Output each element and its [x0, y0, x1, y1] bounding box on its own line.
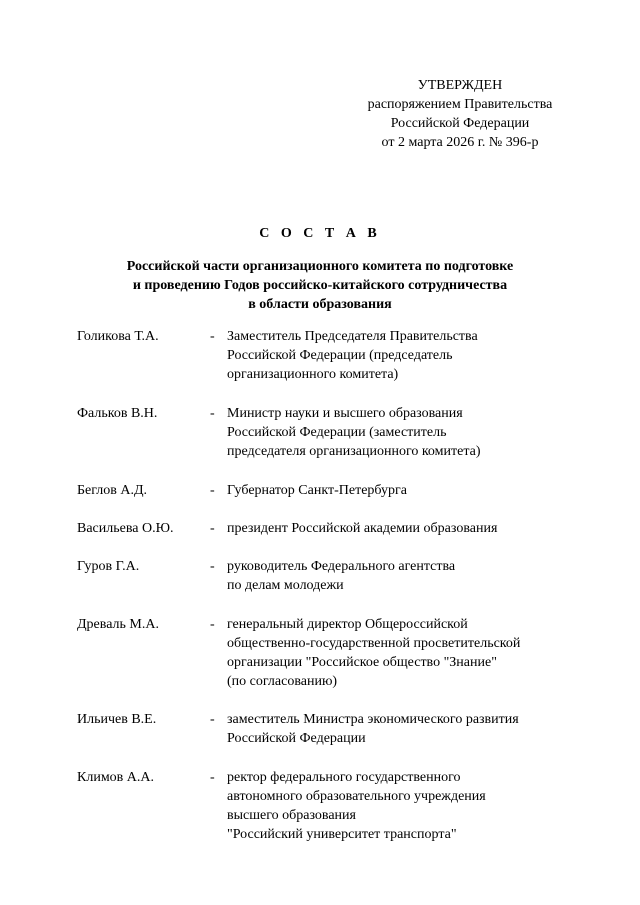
member-entry [0, 481, 640, 500]
member-dash: - [210, 559, 215, 574]
members-list [0, 327, 640, 844]
subtitle-line: и проведению Годов российско-китайского сотрудничества [132, 278, 508, 293]
role-line: Российской Федерации [227, 731, 366, 746]
subtitle-line: в области образования [248, 297, 392, 312]
approval-line: УТВЕРЖДЕН [417, 78, 503, 93]
member-dash: - [210, 521, 215, 536]
member-role [227, 615, 587, 691]
member-dash: - [210, 770, 215, 785]
member-name: Ильичев В.Е. [77, 712, 157, 727]
document-heading [0, 224, 640, 314]
member-name: Климов А.А. [77, 770, 155, 785]
member-role [227, 404, 587, 461]
member-entry [0, 557, 640, 595]
role-line: Губернатор Санкт-Петербурга [227, 483, 407, 498]
member-entry [0, 327, 640, 384]
role-line: (по согласованию) [227, 674, 338, 689]
approval-line: от 2 марта 2026 г. № 396-р [381, 135, 539, 150]
role-line: руководитель Федерального агентства [227, 559, 456, 574]
member-name: Гуров Г.А. [77, 559, 140, 574]
role-line: ректор федерального государственного [227, 770, 461, 785]
member-dash: - [210, 712, 215, 727]
member-name: Древаль М.А. [77, 617, 159, 632]
member-name: Фальков В.Н. [77, 406, 158, 421]
member-dash: - [210, 329, 215, 344]
subtitle-line: Российской части организационного комитета по подготовке [126, 259, 514, 274]
member-role [227, 557, 587, 595]
member-role [227, 519, 587, 538]
member-dash: - [210, 617, 215, 632]
member-entry [0, 710, 640, 748]
member-role [227, 481, 587, 500]
member-dash: - [210, 483, 215, 498]
role-line: Российской Федерации (заместитель [227, 425, 447, 440]
member-role [227, 327, 587, 384]
member-entry [0, 768, 640, 844]
member-dash: - [210, 406, 215, 421]
role-line: по делам молодежи [227, 578, 344, 593]
approval-block [340, 76, 580, 152]
role-line: высшего образования [227, 808, 356, 823]
role-line: президент Российской академии образования [227, 521, 498, 536]
member-name: Беглов А.Д. [77, 483, 148, 498]
role-line: заместитель Министра экономического развития [227, 712, 519, 727]
approval-line: Российской Федерации [390, 116, 530, 131]
role-line: общественно-государственной просветительской [227, 636, 521, 651]
role-line: генеральный директор Общероссийской [227, 617, 468, 632]
member-entry [0, 615, 640, 691]
role-line: автономного образовательного учреждения [227, 789, 486, 804]
role-line: организации "Российское общество "Знание" [227, 655, 497, 670]
member-role [227, 710, 587, 748]
document-title: С О С Т А В [259, 226, 381, 241]
role-line: Заместитель Председателя Правительства [227, 329, 478, 344]
approval-line: распоряжением Правительства [367, 97, 553, 112]
member-name: Васильева О.Ю. [77, 521, 174, 536]
member-role [227, 768, 587, 844]
member-entry [0, 404, 640, 461]
member-name: Голикова Т.А. [77, 329, 159, 344]
role-line: "Российский университет транспорта" [227, 827, 457, 842]
member-entry [0, 519, 640, 538]
document-subtitle [0, 257, 640, 314]
role-line: председателя организационного комитета) [227, 444, 481, 459]
role-line: организационного комитета) [227, 367, 399, 382]
role-line: Министр науки и высшего образования [227, 406, 463, 421]
role-line: Российской Федерации (председатель [227, 348, 453, 363]
